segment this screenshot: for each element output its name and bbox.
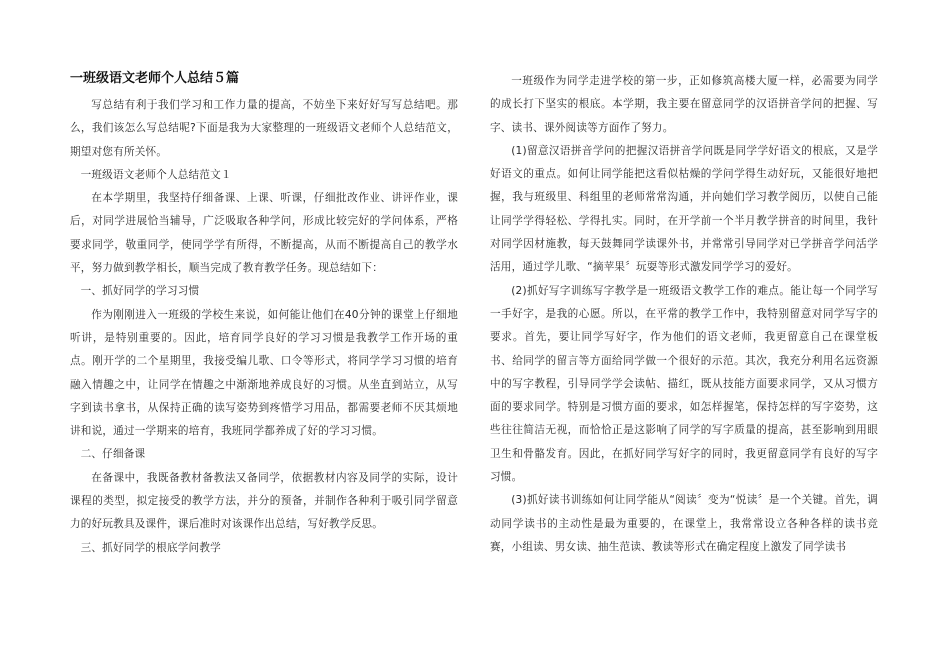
left-column bbox=[70, 70, 458, 560]
right-column bbox=[490, 70, 878, 559]
section-heading-sample-1: 一班级语文老师个人总结范文１ bbox=[80, 168, 232, 181]
body-paragraph-pinyin: (1)留意汉语拼音学问的把握汉语拼音学问既是同学学好语文的根底，又是学好语文的重点。如何让同学能把这看似枯燥的学问学得生动好玩，又能很好地把握，我与班级里、科组里的老师常常沟通，并向她们学习教学阅历，以使自己能让同学学得轻松、学得扎实。同时，在开学前一个半月教学拼音的时间里，我针对同学因材施教，每天鼓舞同学读课外书，并常常引导同学对已学拼音学问活学活用，通过学儿歌、“摘苹果〞玩耍等形式激发同学学习的爱好。 bbox=[490, 144, 878, 274]
body-paragraph-reading: (3)抓好读书训练如何让同学能从“阅读〞变为“悦读〞是一个关键。首先，调动同学读书的主动性是最为重要的，在课堂上，我常常设立各种各样的读书竞赛，小组读、男女读、抽生范读、教读等形式在确定程度上激发了同学读书 bbox=[490, 494, 878, 553]
section-heading-habits: 一、抓好同学的学习习惯 bbox=[80, 285, 200, 298]
body-paragraph-lesson-prep: 在备课中，我既备教材备教法又备同学，依据教材内容及同学的实际，设计课程的类型，拟定接受的教学方法，并分的预备，并制作各种利于吸引同学留意力的好玩教具及课件，课后准时对该课作出总结，写好教学反思。 bbox=[70, 471, 458, 531]
section-heading-lesson-prep: 二、仔细备课 bbox=[80, 448, 146, 461]
body-paragraph-summary: 在本学期里，我坚持仔细备课、上课、听课，仔细批改作业、讲评作业，课后，对同学进展恰当辅导，广泛吸取各种学问，形成比较完好的学问体系，严格要求同学，敬重同学，使同学学有所得，不断提高，从而不断提高自己的教学水平，努力做到教学相长，顺当完成了教育教学任务。现总结如下： bbox=[70, 192, 458, 275]
body-paragraph-habits: 作为刚刚进入一班级的学校生来说，如何能让他们在40分钟的课堂上仔细地听讲，是特别重要的。因此，培育同学良好的学习习惯是我教学工作开场的重点。刚开学的二个星期里，我接受编儿歌、口令等形式，将同学学习习惯的培育融入情趣之中，让同学在情趣之中渐渐地养成良好的习惯。从坐直到站立，从写字到读书拿书，从保持正确的读写姿势到疼惜学习用品，都需要老师不厌其烦地讲和说，通过一学期来的培育，我班同学都养成了好的学习习惯。 bbox=[70, 308, 458, 438]
intro-paragraph: 写总结有利于我们学习和工作力量的提高，不妨坐下来好好写写总结吧。那么，我们该怎么写总结呢?下面是我为大家整理的一班级语文老师个人总结范文，期望对您有所关怀。 bbox=[70, 99, 458, 158]
body-paragraph-foundations: 一班级作为同学走进学校的第一步，正如修筑高楼大厦一样，必需要为同学的成长打下坚实的根底。本学期，我主要在留意同学的汉语拼音学问的把握、写字、读书、课外阅读等方面作了努力。 bbox=[490, 75, 878, 134]
body-paragraph-writing: (2)抓好写字训练写字教学是一班级语文教学工作的难点。能让每一个同学写一手好字，是我的心愿。所以，在平常的教学工作中，我特别留意对同学写字的要求。首先，要让同学写好字，作为他们的语文老师，我更留意自己在课堂板书、给同学的留言等方面给同学做一个很好的示范。其次，我充分利用名远资源中的写字教程，引导同学学会读帖、描红，既从技能方面要求同学，又从习惯方面的要求同学。特别是习惯方面的要求，如怎样握笔，保持怎样的写字姿势，这些往往简洁无视，而恰恰正是这影响了同学的写字质量的提高，甚至影响到用眼卫生和骨骼发育。因此，在抓好同学写好字的同时，我更留意同学有良好的写字习惯。 bbox=[490, 284, 878, 484]
section-heading-foundations: 三、抓好同学的根底学问教学 bbox=[80, 541, 221, 554]
document-title: 一班级语文老师个人总结５篇 bbox=[70, 71, 240, 86]
